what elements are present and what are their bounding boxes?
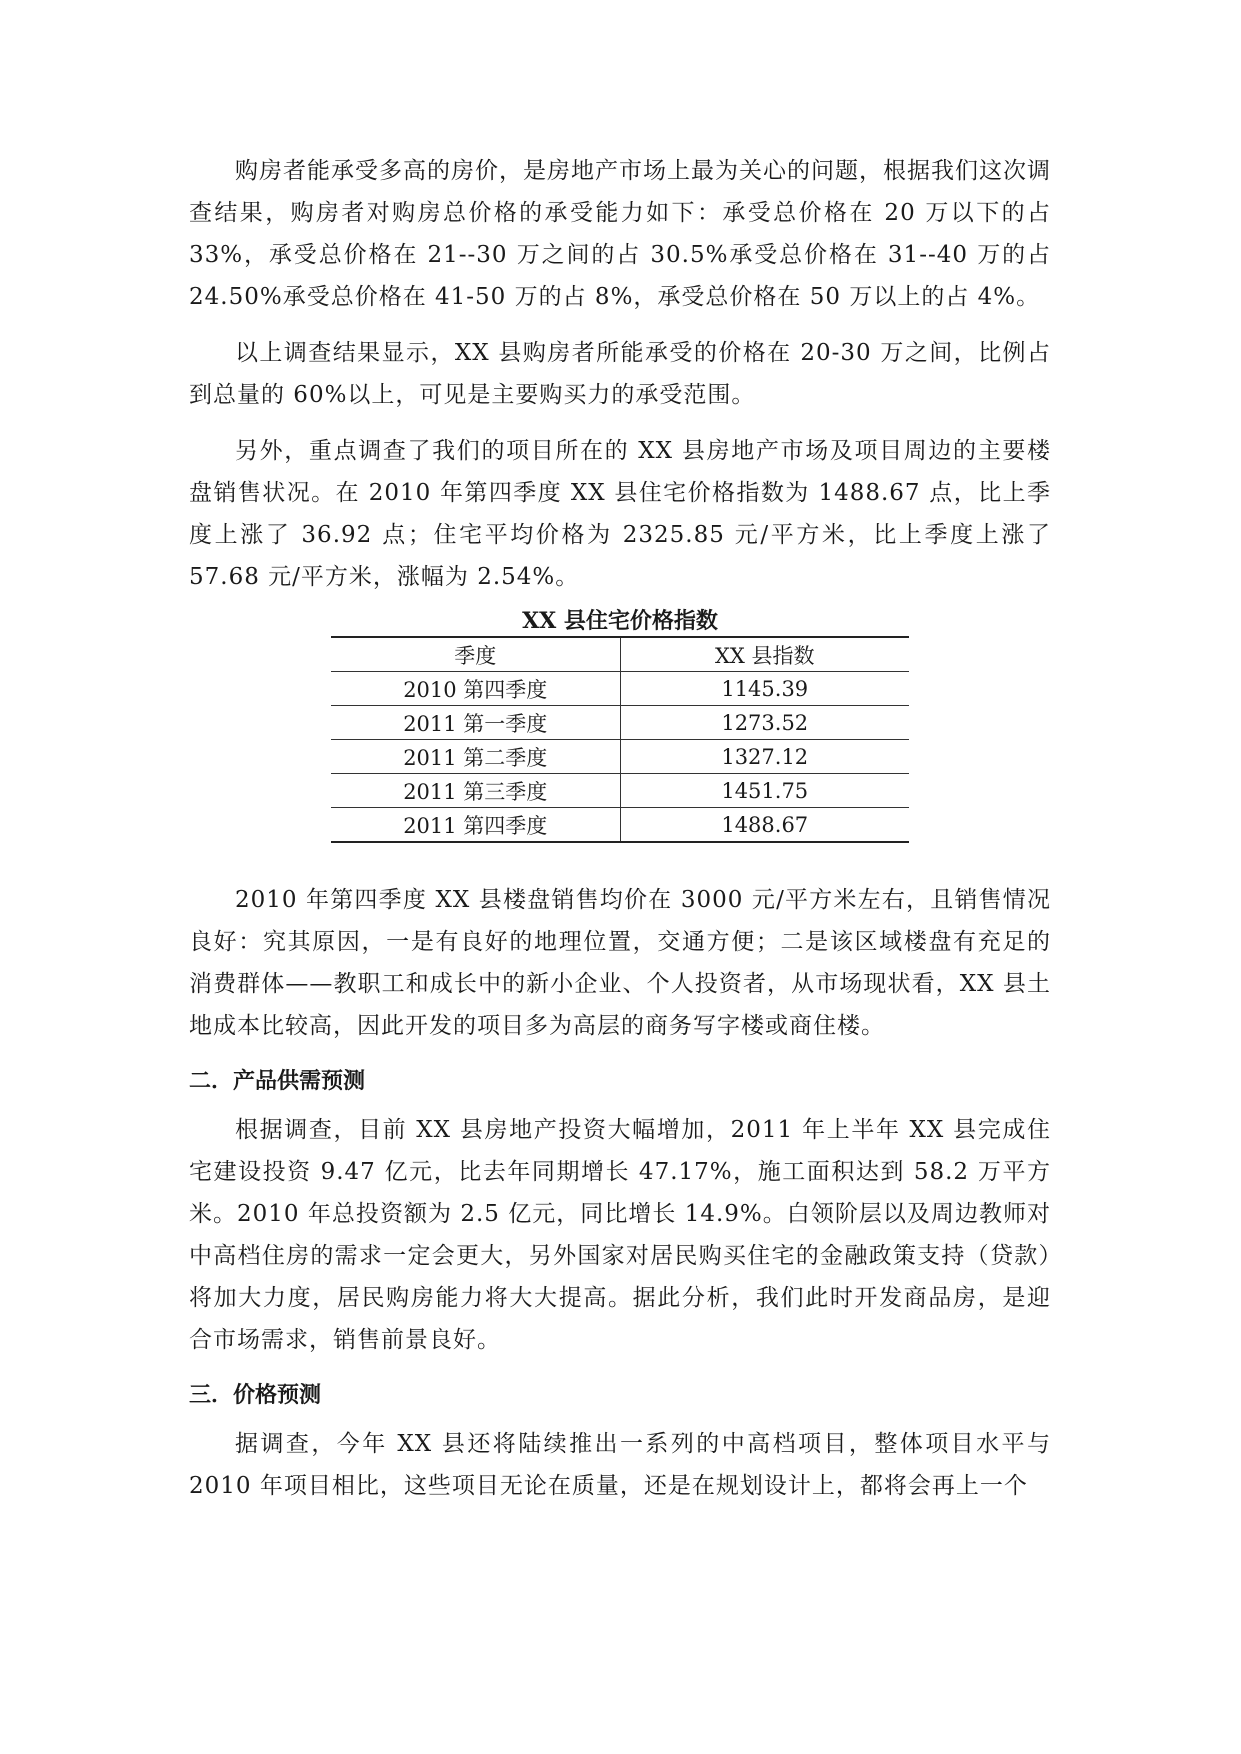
table-row	[331, 706, 909, 740]
table-cell-quarter: 2011 第二季度	[331, 740, 620, 774]
table-header-row	[331, 637, 909, 672]
table-cell-quarter: 2011 第三季度	[331, 774, 620, 808]
price-index-table-block	[331, 606, 909, 843]
table-cell-index: 1145.39	[620, 672, 909, 706]
paragraph-price-affordability: 购房者能承受多高的房价，是房地产市场上最为关心的问题，根据我们这次调查结果，购房者对购房总价格的承受能力如下：承受总价格在 20 万以下的占 33%，承受总价格在 21--30 万之间的占 30.5%承受总价格在 31--40 万的占 24.50%承受总价格在 41-50 万的占 8%，承受总价格在 50 万以上的占 4%。	[189, 158, 1051, 310]
paragraph-survey-result: 以上调查结果显示，XX 县购房者所能承受的价格在 20-30 万之间，比例占到总量的 60%以上，可见是主要购买力的承受范围。	[189, 340, 1051, 408]
table-cell-index: 1327.12	[620, 740, 909, 774]
column-header-quarter: 季度	[331, 637, 620, 672]
table-cell-index: 1451.75	[620, 774, 909, 808]
paragraph-sales-situation: 2010 年第四季度 XX 县楼盘销售均价在 3000 元/平方米左右，且销售情况良好：究其原因，一是有良好的地理位置，交通方便；二是该区域楼盘有充足的消费群体——教职工和成长中的新小企业、个人投资者，从市场现状看，XX 县土地成本比较高，因此开发的项目多为高层的商务写字楼或商住楼。	[189, 887, 1051, 1039]
section-heading-price-forecast: 三．价格预测	[189, 1383, 322, 1408]
table-row	[331, 672, 909, 706]
column-header-index: XX 县指数	[620, 637, 909, 672]
table-cell-quarter: 2010 第四季度	[331, 672, 620, 706]
table-cell-quarter: 2011 第一季度	[331, 706, 620, 740]
table-cell-index: 1488.67	[620, 808, 909, 843]
table-row	[331, 774, 909, 808]
paragraph-supply-demand: 根据调查，目前 XX 县房地产投资大幅增加，2011 年上半年 XX 县完成住宅建设投资 9.47 亿元，比去年同期增长 47.17%，施工面积达到 58.2 万平方米。2010 年总投资额为 2.5 亿元，同比增长 14.9%。白领阶层以及周边教师对中高档住房的需求一定会更大，另外国家对居民购买住宅的金融政策支持（贷款）将加大力度，居民购房能力将大大提高。据此分析，我们此时开发商品房，是迎合市场需求，销售前景良好。	[189, 1117, 1051, 1353]
document-page	[189, 150, 1051, 1521]
paragraph-market-survey: 另外，重点调查了我们的项目所在的 XX 县房地产市场及项目周边的主要楼盘销售状况。在 2010 年第四季度 XX 县住宅价格指数为 1488.67 点，比上季度上涨了 36.92 点；住宅平均价格为 2325.85 元/平方米，比上季度上涨了 57.68 元/平方米，涨幅为 2.54%。	[189, 438, 1051, 590]
table-cell-quarter: 2011 第四季度	[331, 808, 620, 843]
section-heading-supply-demand: 二．产品供需预测	[189, 1069, 366, 1094]
table-row	[331, 808, 909, 843]
table-title: XX 县住宅价格指数	[522, 608, 718, 634]
price-index-table	[331, 636, 909, 843]
table-row	[331, 740, 909, 774]
paragraph-price-forecast: 据调查，今年 XX 县还将陆续推出一系列的中高档项目，整体项目水平与 2010 年项目相比，这些项目无论在质量，还是在规划设计上，都将会再上一个	[189, 1431, 1051, 1499]
table-cell-index: 1273.52	[620, 706, 909, 740]
